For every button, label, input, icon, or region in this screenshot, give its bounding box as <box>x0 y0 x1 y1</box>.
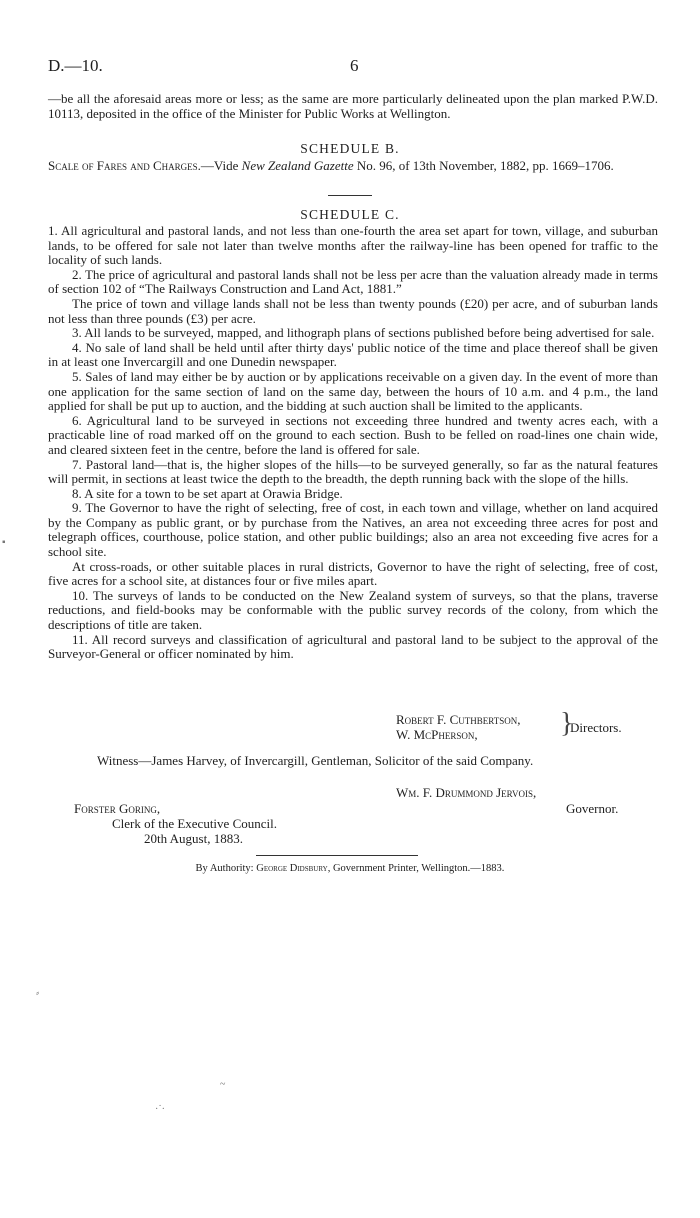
page-header <box>48 56 652 80</box>
clause-11: 11. All record surveys and classification of agricultural and pastoral land to be subject to the approval of the Surveyor-General or officer nominated by him. <box>48 631 658 662</box>
clause-2-town-prices: The price of town and village lands shall not be less than twenty pounds (£20) per acre, and of suburban lands not less than three pounds (£3) per acre. <box>48 295 658 326</box>
intro-text: —be all the aforesaid areas more or less; as the same are more particularly delineated upon the plan marked P.W.D. 10113, deposited in the office of the Minister for Public Works at Wellington. <box>48 91 658 121</box>
scan-mark: ⸗ <box>36 988 40 999</box>
director-2-signature: W. McPherson, <box>396 727 478 742</box>
clause-1: 1. All agricultural and pastoral lands, and not less than one-fourth the area set apart for town, village, and suburban lands, to be offered for sale not later than twelve months after the railway-line has been opened for traffic to the locality of such lands. <box>48 223 658 268</box>
clause-9: 9. The Governor to have the right of selecting, free of cost, in each town and village, whether on land acquired by the Company as public grant, or by purchase from the Natives, an area not exceeding three acres for post and telegraph offices, courthouse, police station, and other public buildings; also an area not exceeding five acres for a school site. <box>48 500 658 560</box>
clause-7: 7. Pastoral land—that is, the higher slopes of the hills—to be surveyed generally, so far as the natural features will permit, in sections at least twice the depth to the breadth, the depth running back with the slope of the hills. <box>48 456 658 487</box>
governor-signature: Wm. F. Drummond Jervois, <box>396 785 537 800</box>
intro-paragraph <box>48 92 658 121</box>
gazette-name: New Zealand Gazette <box>241 158 354 173</box>
section-divider <box>328 195 372 196</box>
scan-mark: ~ <box>220 1079 226 1090</box>
schedule-c-title: SCHEDULE C. <box>300 207 400 222</box>
clause-5: 5. Sales of land may either be by auction or by applications receivable on a given day. In the event of more than one application for the same section of land on the same day, between the hours of 10 a.m. and 4 p.m., the land applied for shall be put up to auction, and the bidding at such auction shall be limited to the applicants. <box>48 368 658 414</box>
clause-4: 4. No sale of land shall be held until after thirty days' public notice of the time and place thereof shall be given in at least one Invercargill and one Dunedin newspaper. <box>48 339 658 370</box>
clause-6: 6. Agricultural land to be surveyed in sections not exceeding three hundred and twenty acres each, with a practicable line of road marked off on the ground to each section. Bush to be felled on road-lines one chain wide, and cleared sixteen feet in the centre, before the land is offered for sale. <box>48 412 658 457</box>
schedule-c-body <box>48 224 658 662</box>
printer-name: George Didsbury <box>256 863 328 874</box>
clause-9-rural: At cross-roads, or other suitable places in rural districts, Governor to have the right of selecting, free of cost, five acres for a school site, at distances four or five miles apart. <box>48 558 658 589</box>
printer-imprint <box>0 863 700 874</box>
schedule-b-label: Scale of Fares and Charges. <box>48 158 201 173</box>
schedule-b-title: SCHEDULE B. <box>300 141 400 156</box>
clerk-signature: Forster Goring, <box>74 801 161 816</box>
clause-3: 3. All lands to be surveyed, mapped, and lithograph plans of sections published before being advertised for sale. <box>72 325 655 341</box>
imprint-prefix: By Authority: <box>195 863 257 874</box>
signing-date: 20th August, 1883. <box>144 831 243 846</box>
page-number: 6 <box>350 56 359 75</box>
schedule-b-text-post: No. 96, of 13th November, 1882, pp. 1669–1706. <box>353 158 614 173</box>
schedule-b-text-pre: —Vide <box>200 158 242 173</box>
clerk-title: Clerk of the Executive Council. <box>112 816 277 831</box>
schedule-b-text <box>48 159 658 174</box>
imprint-suffix: , Government Printer, Wellington.—1883. <box>327 863 505 874</box>
scan-mark: ·˙· <box>155 1104 165 1115</box>
directors-label: Directors. <box>570 720 622 735</box>
witness-statement: Witness—James Harvey, of Invercargill, Gentleman, Solicitor of the said Company. <box>97 753 534 768</box>
clause-8: 8. A site for a town to be set apart at Orawia Bridge. <box>72 485 343 501</box>
clause-2: 2. The price of agricultural and pastoral lands shall not be less per acre than the valuation already made in terms of section 102 of “The Railways Construction and Land Act, 1881.” <box>48 266 658 297</box>
director-1-signature: Robert F. Cuthbertson, <box>396 712 521 727</box>
governor-title: Governor. <box>566 801 619 816</box>
directors-brace: } <box>560 708 574 739</box>
clause-10: 10. The surveys of lands to be conducted on the New Zealand system of surveys, so that the plans, traverse reductions, and field-books may be conformable with the public survey records of the colony, from which the descriptions of title are taken. <box>48 587 658 633</box>
scan-mark: ▪ <box>2 537 6 548</box>
footer-rule <box>256 855 418 856</box>
document-reference: D.—10. <box>48 56 103 75</box>
